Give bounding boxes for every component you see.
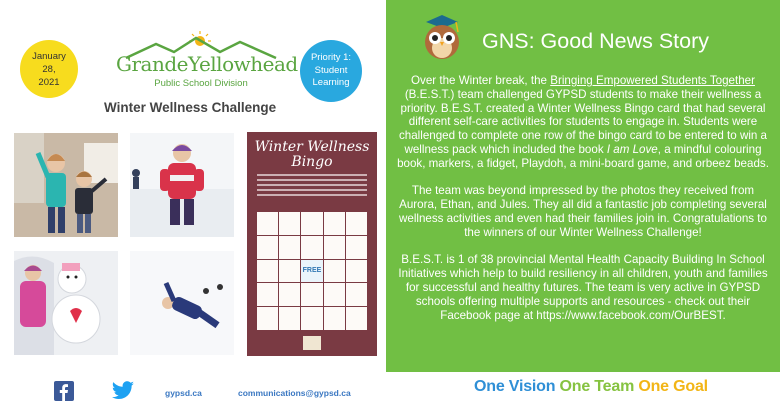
gns-paragraph-1: Over the Winter break, the Bringing Empowered Students Together (B.E.S.T.) team challenged GYPSD students to make their wellness a priority. B.E.S.T. created a Winter Wellness Bingo card that had several different self-care activities for students to engage in. Students were challenged to complete one row of the bingo card to be entered to win a wellness pack which included the book I am Love, a mindful colouring book, markers, a fidget, Playdoh, a mini-board game, and orbeez beads. — [397, 74, 769, 170]
bingo-card — [247, 132, 377, 356]
district-logo — [116, 30, 298, 92]
date-day: 28, — [42, 63, 56, 75]
priority-badge — [300, 40, 362, 102]
facebook-icon[interactable] — [54, 381, 74, 401]
website-link[interactable]: gypsd.ca — [165, 388, 202, 398]
date-month: January — [32, 50, 66, 62]
logo-name: GrandeYellowhead — [116, 52, 298, 76]
photo-snow-angel — [130, 251, 234, 355]
gns-paragraph-3: B.E.S.T. is 1 of 38 provincial Mental Health Capacity Building In School Initiatives which help to build resiliency in all children, youth and families for successful and healthy futures. The team is very active in GYPSD schools offering multiple supports and resources - check out their Facebook page at https://www.facebook.com/OurBEST. — [398, 253, 768, 322]
bingo-title: Winter Wellness Bingo — [254, 139, 370, 170]
challenge-title: Winter Wellness Challenge — [104, 100, 277, 115]
photo-child-snow — [130, 133, 234, 237]
photo-kids-indoor — [14, 133, 118, 237]
gns-body — [394, 74, 772, 336]
bingo-logo — [303, 336, 321, 350]
bingo-grid — [257, 212, 367, 330]
gns-headline: GNS: Good News Story — [482, 29, 710, 53]
date-year: 2021 — [38, 76, 60, 88]
date-badge — [20, 40, 78, 98]
program-name: Bringing Empowered Students Together — [550, 74, 755, 87]
photo-snowman — [14, 251, 118, 355]
priority-label: Priority 1: Student Learning — [310, 52, 352, 89]
twitter-icon[interactable] — [111, 381, 135, 401]
motto: One Vision One Team One Goal — [474, 378, 708, 395]
good-news-panel — [386, 0, 780, 372]
bingo-description — [257, 174, 367, 204]
gns-paragraph-2: The team was beyond impressed by the photos they received from Aurora, Ethan, and Jules. They all did a fantastic job completing several wellness activities and even had their families join in. Congratulations to the winners of our Winter Wellness Challenge! — [399, 184, 767, 239]
bingo-free-cell: FREE — [301, 260, 322, 283]
owl-icon — [416, 12, 468, 62]
email-link[interactable]: communications@gypsd.ca — [238, 388, 351, 398]
logo-subtitle: Public School Division — [154, 78, 248, 89]
book-title: I am Love — [606, 142, 658, 156]
